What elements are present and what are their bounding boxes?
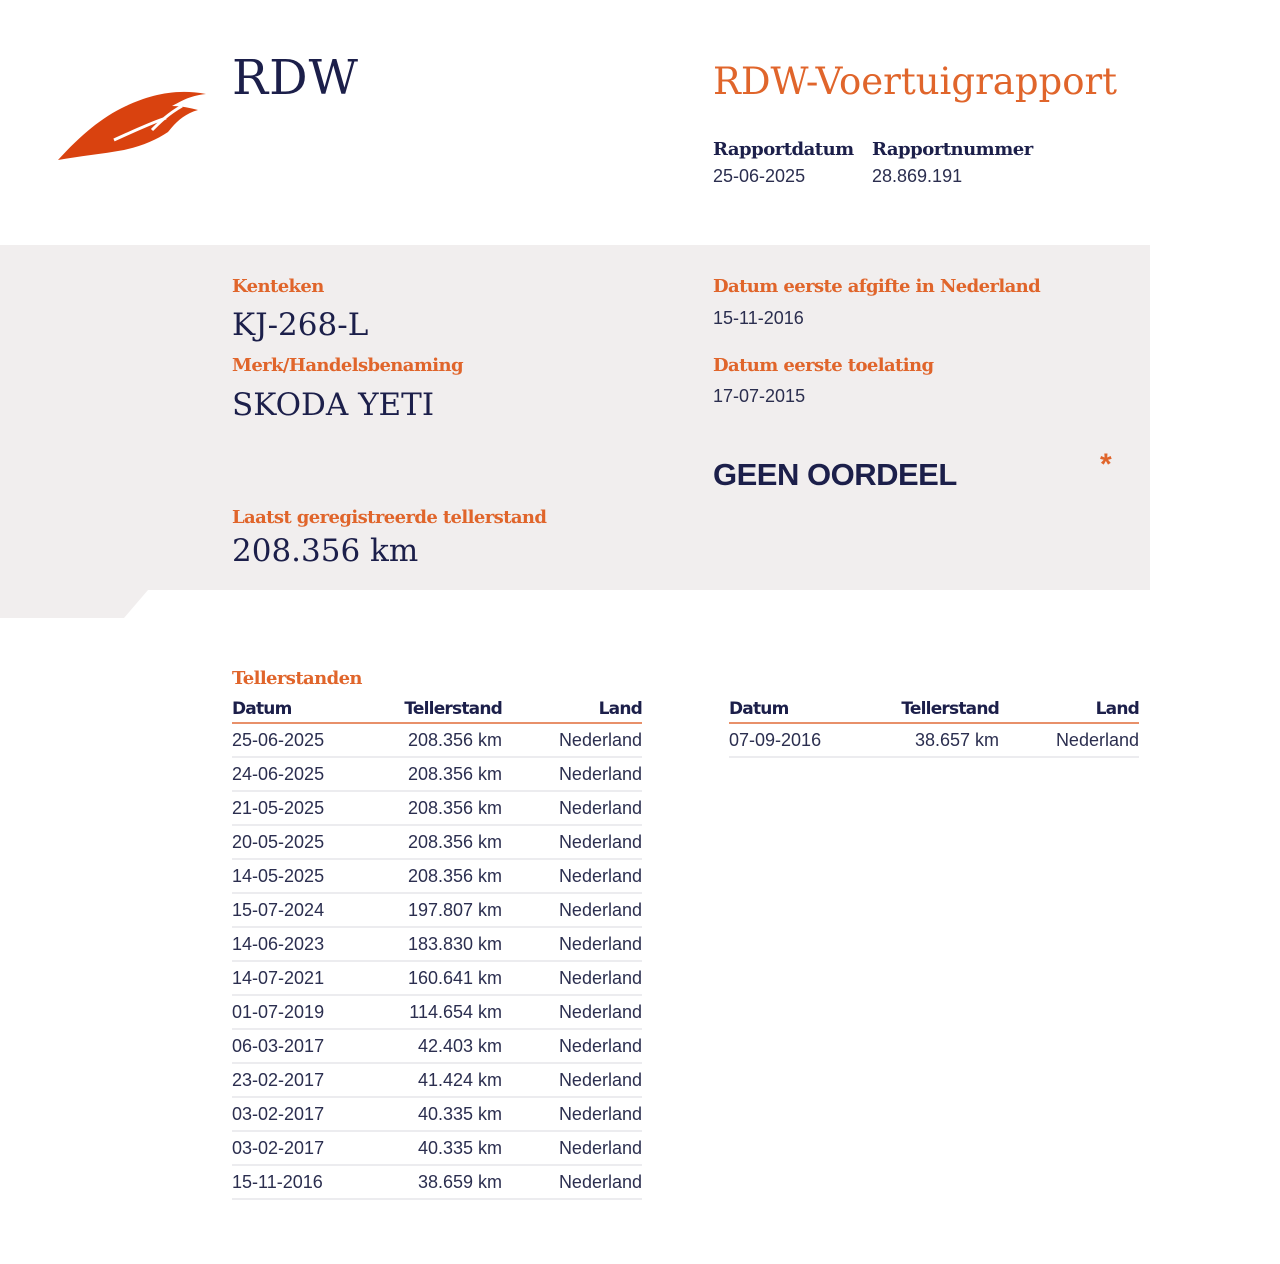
reading-country: Nederland [502,1029,642,1063]
reading-country: Nederland [502,1131,642,1165]
table-row [232,893,642,927]
reading-country: Nederland [502,927,642,961]
column-header-country: Land [502,698,642,723]
table-row [232,1029,642,1063]
reading-date: 01-07-2019 [232,995,382,1029]
report-number-value: 28.869.191 [872,166,963,186]
reading-odometer: 183.830 km [382,927,502,961]
reading-date: 20-05-2025 [232,825,382,859]
report-number-block [872,139,1033,187]
reading-odometer: 160.641 km [382,961,502,995]
column-header-odometer: Tellerstand [879,698,999,723]
report-title: RDW-Voertuigrapport [713,60,1118,103]
vehicle-info-panel [0,245,1150,618]
reading-country: Nederland [502,723,642,757]
reading-date: 21-05-2025 [232,791,382,825]
readings-title: Tellerstanden [232,668,362,689]
reading-odometer: 208.356 km [382,791,502,825]
reading-country: Nederland [502,825,642,859]
odometer-value: 208.356 km [232,533,419,569]
table-row [232,1063,642,1097]
rdw-wing-logo-icon [56,80,208,162]
reading-date: 03-02-2017 [232,1097,382,1131]
reading-date: 15-07-2024 [232,893,382,927]
reading-odometer: 208.356 km [382,859,502,893]
table-row [232,723,642,757]
make-label: Merk/Handelsbenaming [232,355,464,376]
first-issue-nl-label: Datum eerste afgifte in Nederland [713,276,1041,297]
plate-value: KJ-268-L [232,307,369,343]
reading-odometer: 38.659 km [382,1165,502,1199]
table-row [232,791,642,825]
table-row [232,1165,642,1199]
reading-date: 14-07-2021 [232,961,382,995]
table-row [232,1131,642,1165]
reading-country: Nederland [502,961,642,995]
reading-date: 15-11-2016 [232,1165,382,1199]
report-date-block [713,139,854,187]
verdict-footnote-marker: * [1100,448,1112,481]
first-admission-label: Datum eerste toelating [713,355,934,376]
reading-date: 06-03-2017 [232,1029,382,1063]
table-row [232,995,642,1029]
table-row [232,927,642,961]
reading-date: 25-06-2025 [232,723,382,757]
report-date-value: 25-06-2025 [713,166,806,186]
reading-odometer: 114.654 km [382,995,502,1029]
first-admission-value: 17-07-2015 [713,386,806,406]
table-row [729,723,1139,757]
reading-date: 14-06-2023 [232,927,382,961]
reading-country: Nederland [502,1165,642,1199]
reading-odometer: 40.335 km [382,1097,502,1131]
report-number-label: Rapportnummer [872,139,1033,160]
readings-table-left [232,698,642,1200]
reading-date: 07-09-2016 [729,723,879,757]
odometer-label: Laatst geregistreerde tellerstand [232,507,547,528]
reading-country: Nederland [502,757,642,791]
plate-label: Kenteken [232,276,324,297]
reading-odometer: 42.403 km [382,1029,502,1063]
column-header-date: Datum [232,698,382,723]
first-issue-nl-value: 15-11-2016 [713,308,804,328]
reading-country: Nederland [502,1063,642,1097]
reading-odometer: 41.424 km [382,1063,502,1097]
reading-odometer: 208.356 km [382,757,502,791]
reading-date: 03-02-2017 [232,1131,382,1165]
table-row [232,825,642,859]
logo-text: RDW [232,50,359,106]
reading-odometer: 208.356 km [382,723,502,757]
verdict: GEEN OORDEEL [713,457,957,492]
reading-country: Nederland [502,791,642,825]
column-header-country: Land [999,698,1139,723]
report-date-label: Rapportdatum [713,139,854,160]
reading-odometer: 38.657 km [879,723,999,757]
reading-date: 23-02-2017 [232,1063,382,1097]
reading-odometer: 208.356 km [382,825,502,859]
reading-country: Nederland [502,893,642,927]
reading-country: Nederland [502,859,642,893]
reading-odometer: 197.807 km [382,893,502,927]
reading-date: 14-05-2025 [232,859,382,893]
reading-date: 24-06-2025 [232,757,382,791]
table-row [232,859,642,893]
readings-table-right [729,698,1139,758]
reading-country: Nederland [502,995,642,1029]
table-row [232,757,642,791]
reading-country: Nederland [999,723,1139,757]
column-header-date: Datum [729,698,879,723]
column-header-odometer: Tellerstand [382,698,502,723]
table-row [232,961,642,995]
reading-country: Nederland [502,1097,642,1131]
table-row [232,1097,642,1131]
make-value: SKODA YETI [232,387,435,423]
reading-odometer: 40.335 km [382,1131,502,1165]
